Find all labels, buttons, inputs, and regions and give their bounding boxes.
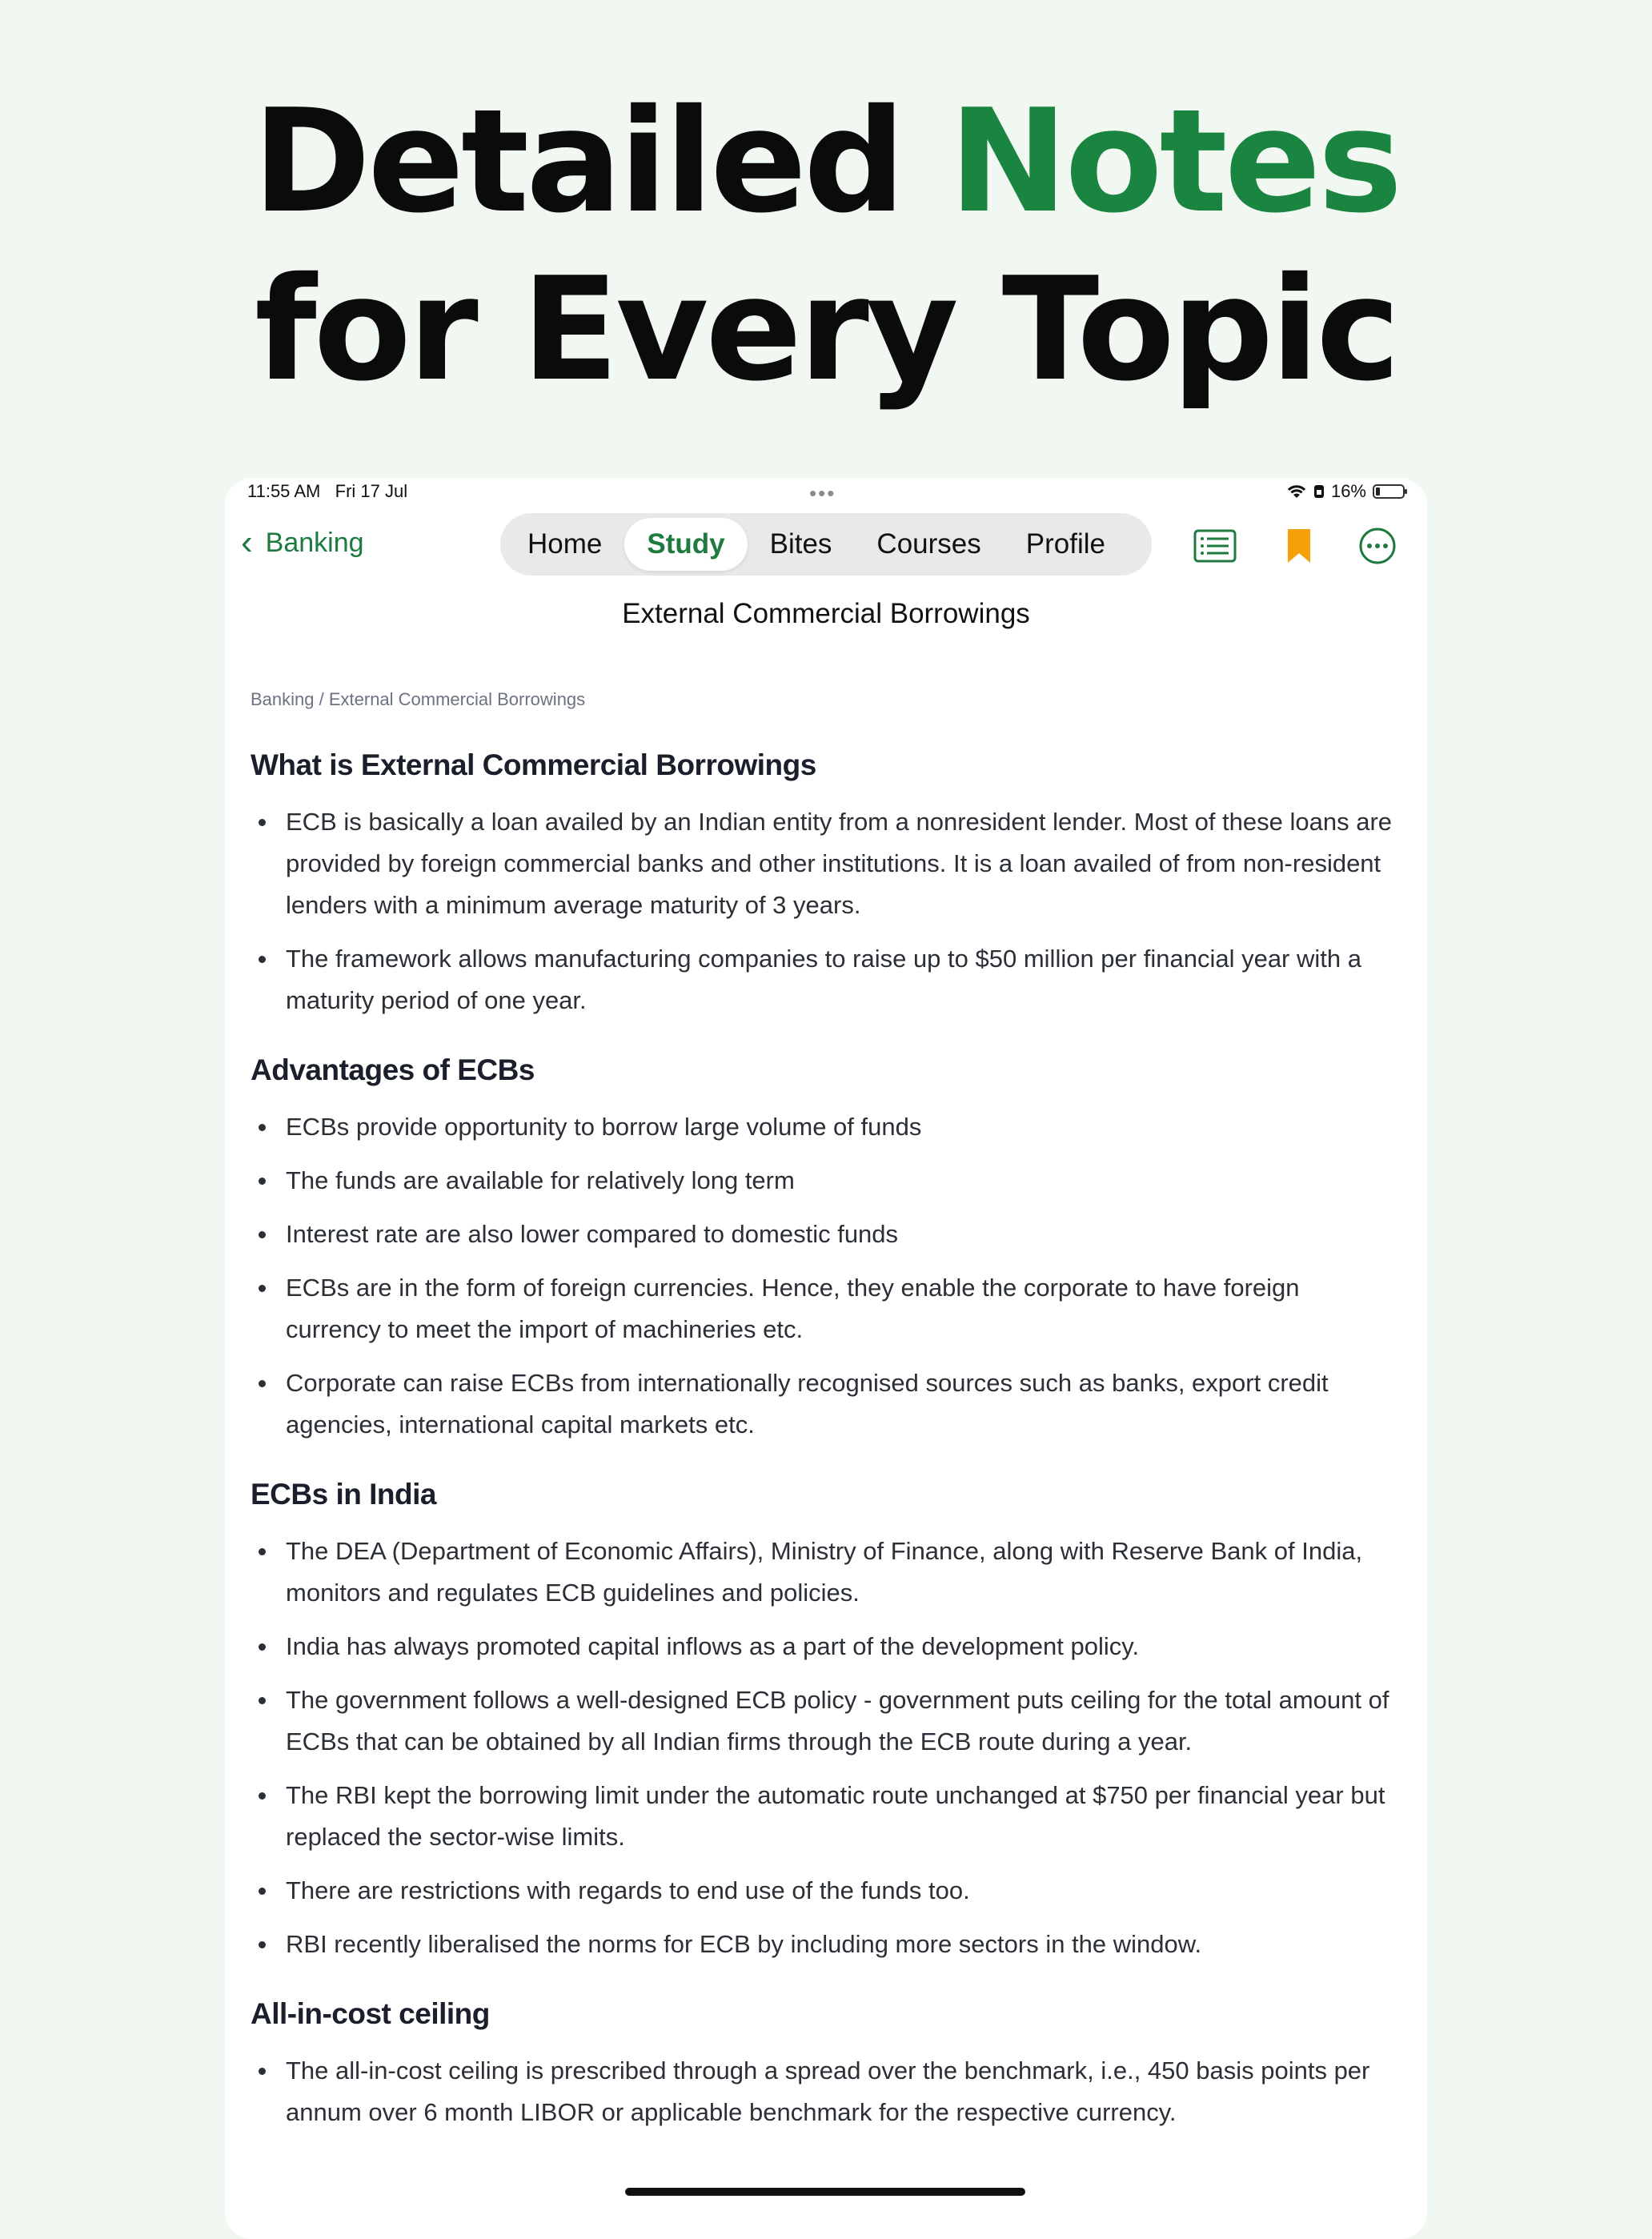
status-date: Fri 17 Jul — [335, 481, 408, 501]
list-item: Interest rate are also lower compared to domestic funds — [251, 1214, 1401, 1255]
hero-title-line-1 — [0, 78, 1652, 244]
list-item: Corporate can raise ECBs from internationally recognised sources such as banks, export credit agencies, international capital markets etc. — [251, 1362, 1401, 1446]
article — [251, 689, 1401, 2165]
list-item: ECBs are in the form of foreign currencies. Hence, they enable the corporate to have foreign currency to meet the import of machineries etc. — [251, 1267, 1401, 1350]
tab-bites[interactable]: Bites — [769, 528, 832, 560]
list-item: ECB is basically a loan availed by an Indian entity from a nonresident lender. Most of these loans are provided by foreign commercial banks and other institutions. It is a loan availed of from non-resident lenders with a minimum average maturity of 3 years. — [251, 801, 1401, 926]
hero-word-notes: Notes — [948, 78, 1400, 244]
list-item: The framework allows manufacturing companies to raise up to $50 million per financial year with a maturity period of one year. — [251, 938, 1401, 1021]
back-label: Banking — [265, 527, 364, 558]
tab-profile[interactable]: Profile — [1025, 528, 1105, 560]
hero-word-detailed: Detailed — [252, 78, 903, 244]
tab-bar — [500, 513, 1152, 576]
list-item: The government follows a well-designed ECB policy - government puts ceiling for the total amount of ECBs that can be obtained by all Indian firms through the ECB route during a year. — [251, 1679, 1401, 1763]
tab-study[interactable]: Study — [624, 518, 747, 571]
status-bar — [225, 478, 1427, 510]
list-icon[interactable] — [1193, 524, 1237, 568]
tablet-screen — [225, 478, 1427, 2239]
status-time — [247, 481, 407, 502]
list-item: The DEA (Department of Economic Affairs), Ministry of Finance, along with Reserve Bank of India, monitors and regulates ECB guidelines and policies. — [251, 1531, 1401, 1614]
section-heading: Advantages of ECBs — [251, 1053, 535, 1086]
list-item: There are restrictions with regards to end use of the funds too. — [251, 1870, 1401, 1912]
list-item: The RBI kept the borrowing limit under the automatic route unchanged at $750 per financial year but replaced the sector-wise limits. — [251, 1775, 1401, 1858]
status-right — [1286, 481, 1405, 502]
section-heading: ECBs in India — [251, 1478, 436, 1511]
lock-rotation-icon — [1313, 484, 1325, 500]
wifi-icon — [1286, 484, 1307, 500]
chevron-left-icon: ‹ — [241, 523, 253, 562]
page-title: External Commercial Borrowings — [622, 598, 1030, 629]
bullet-list — [251, 1531, 1401, 1965]
back-button[interactable] — [241, 523, 364, 563]
bullet-list — [251, 801, 1401, 1021]
status-clock: 11:55 AM — [247, 481, 321, 501]
battery-level — [1376, 488, 1380, 496]
tab-courses[interactable]: Courses — [876, 528, 981, 560]
battery-icon — [1373, 484, 1405, 499]
list-item: The all-in-cost ceiling is prescribed through a spread over the benchmark, i.e., 450 basis points per annum over 6 month LIBOR or applicable benchmark for the respective currency. — [251, 2050, 1401, 2133]
list-item: ECBs provide opportunity to borrow large volume of funds — [251, 1106, 1401, 1148]
bullet-list — [251, 2050, 1401, 2133]
list-item: RBI recently liberalised the norms for ECB by including more sectors in the window. — [251, 1924, 1401, 1965]
bookmark-icon[interactable] — [1277, 524, 1321, 568]
tab-home[interactable]: Home — [527, 528, 603, 560]
list-item: India has always promoted capital inflows as a part of the development policy. — [251, 1626, 1401, 1667]
hero-title-line-2: for Every Topic — [255, 247, 1397, 412]
list-item: The funds are available for relatively long term — [251, 1160, 1401, 1202]
section-heading: All-in-cost ceiling — [251, 1997, 490, 2030]
home-indicator[interactable] — [625, 2188, 1025, 2196]
section-heading: What is External Commercial Borrowings — [251, 748, 816, 781]
multitask-dots-icon[interactable]: ••• — [809, 481, 836, 505]
battery-percent: 16% — [1330, 481, 1366, 501]
breadcrumb[interactable]: Banking / External Commercial Borrowings — [251, 689, 586, 709]
bullet-list — [251, 1106, 1401, 1446]
more-icon[interactable] — [1356, 524, 1399, 568]
